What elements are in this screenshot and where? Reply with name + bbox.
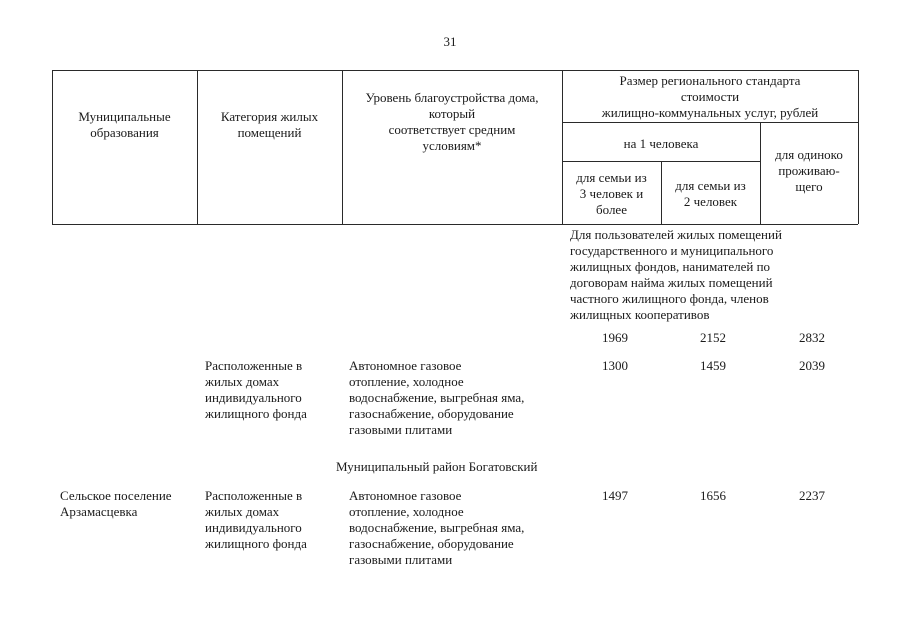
header-category: Категория жилых помещений xyxy=(220,109,319,140)
header-left-rule xyxy=(52,70,53,224)
header-col-divider-1 xyxy=(197,70,198,224)
header-per-person: на 1 человека xyxy=(623,136,699,151)
row-level: Автономное газовое отопление, холодное водоснабжение, выгребная яма, газоснабжение, оборудование газовыми плитами xyxy=(349,488,525,567)
header-family3: для семьи из 3 человек и более xyxy=(576,170,647,217)
row-note: Для пользователей жилых помещений государственного и муниципального жилищных фондов, нанимателей по договорам найма жилых помещений частного жилищного фонда, членов жилищных кооперативов xyxy=(570,227,782,322)
value-family2: 2152 xyxy=(700,330,726,345)
value-family3: 1300 xyxy=(602,358,628,373)
header-municipality: Муниципальные образования xyxy=(78,109,171,140)
standard-sub-rule xyxy=(562,122,858,123)
header-family2: для семьи из 2 человек xyxy=(675,178,746,209)
header-standard: Размер регионального стандарта стоимости жилищно-коммунальных услуг, рублей xyxy=(601,73,819,120)
row-category: Расположенные в жилых домах индивидуального жилищного фонда xyxy=(205,358,307,421)
value-family2: 1656 xyxy=(700,488,726,503)
header-single: для одиноко проживаю- щего xyxy=(775,147,843,194)
page-number: 31 xyxy=(443,34,457,49)
row-level: Автономное газовое отопление, холодное водоснабжение, выгребная яма, газоснабжение, оборудование газовыми плитами xyxy=(349,358,525,437)
header-right-rule xyxy=(858,70,859,224)
value-single: 2237 xyxy=(799,488,825,503)
row-category: Расположенные в жилых домах индивидуального жилищного фонда xyxy=(205,488,307,551)
value-family3: 1969 xyxy=(602,330,628,345)
header-top-rule xyxy=(52,70,858,71)
value-family2: 1459 xyxy=(700,358,726,373)
value-single: 2039 xyxy=(799,358,825,373)
value-family3: 1497 xyxy=(602,488,628,503)
row-municipality: Сельское поселение Арзамасцевка xyxy=(60,488,172,519)
header-level: Уровень благоустройства дома, который соответствует средним условиям* xyxy=(365,90,539,153)
value-single: 2832 xyxy=(799,330,825,345)
header-bottom-rule xyxy=(52,224,858,225)
district-title: Муниципальный район Богатовский xyxy=(336,459,538,474)
